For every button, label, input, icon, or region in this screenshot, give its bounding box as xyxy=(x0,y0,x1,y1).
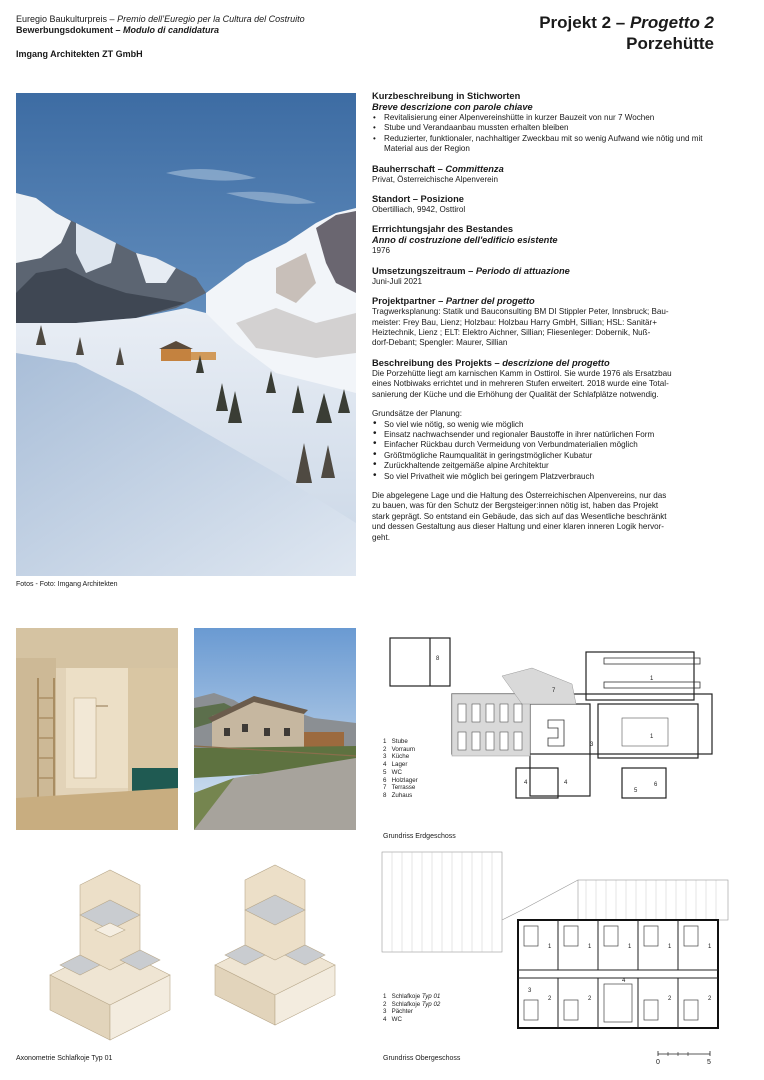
svg-text:3: 3 xyxy=(590,742,594,748)
section-project-description xyxy=(372,358,710,543)
section-text: 1976 xyxy=(372,246,391,256)
upper-floor-caption: Grundriss Obergeschoss xyxy=(383,1055,461,1062)
section-title: Kurzbeschreibung in Stichworten xyxy=(372,91,521,101)
principles-title: Grundsätze der Planung: xyxy=(372,409,462,419)
svg-text:5: 5 xyxy=(634,788,638,794)
legend-item: 3 Pächter xyxy=(383,1008,413,1016)
project-name: Porzehütte xyxy=(626,34,714,53)
section-title: Projektpartner – Partner del progetto xyxy=(372,296,535,307)
text-line: geht. xyxy=(372,532,391,542)
ground-floor-legend xyxy=(383,738,418,800)
svg-text:1: 1 xyxy=(650,676,654,682)
legend-item: 2 Vorraum xyxy=(383,745,415,753)
svg-text:1: 1 xyxy=(650,734,654,740)
scale-bar xyxy=(656,1050,712,1068)
document-header xyxy=(16,14,305,36)
svg-text:8: 8 xyxy=(436,656,440,662)
photo-hut-exterior xyxy=(194,628,356,830)
text-line: stark geprägt. So entstand ein Gebäude, das sich auf das Wesentliche beschränkt xyxy=(372,511,667,521)
section-text: Obertilliach, 9942, Osttirol xyxy=(372,205,466,215)
section-short-description xyxy=(372,91,710,155)
text-line: Tragwerksplanung: Statik und Bauconsulting BM DI Stippler Peter, Innsbruck; Bau- xyxy=(372,307,669,317)
axonometric-bunk-1 xyxy=(40,855,180,1045)
project-description xyxy=(372,91,710,552)
legend-item: 7 Terrasse xyxy=(383,784,416,792)
list-item: • Revitalisierung einer Alpenvereinshütte in kurzer Bauzeit von nur 7 Wochen xyxy=(384,113,710,123)
svg-text:6: 6 xyxy=(654,782,658,788)
list-item: • Stube und Verandaanbau mussten erhalten bleiben xyxy=(384,123,710,133)
text-line: Die abgelegene Lage und die Haltung des Österreichischen Alpenvereins, nur das xyxy=(372,490,667,500)
svg-text:2: 2 xyxy=(548,996,552,1002)
ground-floor-plan xyxy=(372,628,732,828)
scale-start: 0 xyxy=(656,1059,660,1066)
text-line: meister: Frey Bau, Lienz; Holzbau: Holzbau Harry GmbH, Sillian; HSL: Sanitär+ xyxy=(372,317,657,327)
list-item: • Einsatz nachwachsender und regionaler Baustoffe in ihrer natürlichen Form xyxy=(384,430,710,440)
legend-item: 6 Holzlager xyxy=(383,776,418,784)
section-text: Juni-Juli 2021 xyxy=(372,276,422,286)
svg-text:7: 7 xyxy=(552,688,556,694)
text-line: und dessen Gestaltung aus dieser Haltung und einer klaren inneren Logik hervor- xyxy=(372,522,665,532)
svg-text:3: 3 xyxy=(528,988,532,994)
svg-text:1: 1 xyxy=(708,944,712,950)
section-subtitle: Anno di costruzione dell'edificio esistente xyxy=(372,235,558,246)
upper-floor-legend xyxy=(383,993,440,1024)
svg-text:1: 1 xyxy=(628,944,632,950)
svg-text:1: 1 xyxy=(668,944,672,950)
section-subtitle: Breve descrizione con parole chiave xyxy=(372,102,533,112)
photo-credit: Fotos - Foto: Imgang Architekten xyxy=(16,581,118,588)
svg-text:4: 4 xyxy=(564,780,568,786)
svg-text:2: 2 xyxy=(588,996,592,1002)
list-item: • Größtmögliche Raumqualität in geringstmöglicher Kubatur xyxy=(384,451,710,461)
section-partners xyxy=(372,296,710,349)
list-item: • So viel wie nötig, so wenig wie möglich xyxy=(384,420,710,430)
svg-text:4: 4 xyxy=(524,780,528,786)
list-item: • So viel Privatheit wie möglich bei geringem Platzverbrauch xyxy=(384,472,710,482)
document-type-line: Bewerbungsdokument – Modulo di candidatura xyxy=(16,25,220,35)
svg-text:4: 4 xyxy=(622,978,626,984)
text-line: dorf-Debant; Spengler: Maurer, Sillian xyxy=(372,338,508,348)
svg-text:2: 2 xyxy=(668,996,672,1002)
text-line: eines Notbiwaks errichtet und in mehreren Stufen erweitert. 2018 wurde eine Total- xyxy=(372,379,669,389)
section-title: Bauherrschaft – Committenza xyxy=(372,163,504,174)
svg-text:1: 1 xyxy=(588,944,592,950)
text-line: zu bauen, was für den Schutz der Bergsteiger:innen nötig ist, haben das Projekt xyxy=(372,501,659,511)
svg-text:2: 2 xyxy=(708,996,712,1002)
list-item: • Zurückhaltende zeitgemäße alpine Architektur xyxy=(384,461,710,471)
section-title: Umsetzungszeitraum – Periodo di attuazione xyxy=(372,265,570,276)
section-title: Standort – Posizione xyxy=(372,194,464,205)
legend-item: 2 Schlafkoje Typ 02 xyxy=(383,1000,441,1008)
section-client xyxy=(372,164,710,185)
office-name: Imgang Architekten ZT GmbH xyxy=(16,49,143,59)
list-item: • Einfacher Rückbau durch Vermeidung von Verbundmaterialien möglich xyxy=(384,440,710,450)
list-item: • Reduzierter, funktionaler, nachhaltiger Zweckbau mit so wenig Aufwand wie nötig und mit Material aus der Region xyxy=(384,134,710,155)
text-line: sanierung der Küche und die Erhöhung der Qualität der Schlafplätze notwendig. xyxy=(372,389,659,399)
section-location xyxy=(372,194,710,215)
legend-item: 5 WC xyxy=(383,768,402,776)
project-title: Projekt 2 – Progetto 2 Porzehütte xyxy=(539,13,714,53)
section-title: Errrichtungsjahr des Bestandes xyxy=(372,224,514,235)
legend-item: 3 Küche xyxy=(383,753,410,761)
axonometry-caption: Axonometrie Schlafkoje Typ 01 xyxy=(16,1055,113,1062)
section-text: Privat, Österreichische Alpenverein xyxy=(372,174,498,184)
text-line: Heiztechnik, Lienz ; ELT: Elektro Aichner, Sillian; Fliesenleger: Dobernik, Nuß- xyxy=(372,328,651,338)
legend-item: 4 Lager xyxy=(383,761,408,769)
section-period xyxy=(372,266,710,287)
svg-text:1: 1 xyxy=(548,944,552,950)
text-line: Die Porzehütte liegt am karnischen Kamm in Osttirol. Sie wurde 1976 als Ersatzbau xyxy=(372,368,672,378)
legend-item: 1 Stube xyxy=(383,738,408,745)
section-title: Beschreibung des Projekts – descrizione del progetto xyxy=(372,357,610,368)
prize-line: Euregio Baukulturpreis – Premio dell’Euregio per la Cultura del Costruito xyxy=(16,14,305,24)
legend-item: 1 Schlafkoje Typ 01 xyxy=(383,993,441,1000)
axonometric-bunk-2 xyxy=(205,855,345,1045)
legend-item: 8 Zuhaus xyxy=(383,791,413,799)
scale-end: 5 xyxy=(707,1059,711,1066)
section-construction-year xyxy=(372,224,710,256)
main-photo-alpine-hut xyxy=(16,93,356,576)
legend-item: 4 WC xyxy=(383,1016,402,1024)
ground-floor-caption: Grundriss Erdgeschoss xyxy=(383,833,456,840)
photo-sleeping-bunk-interior xyxy=(16,628,178,830)
